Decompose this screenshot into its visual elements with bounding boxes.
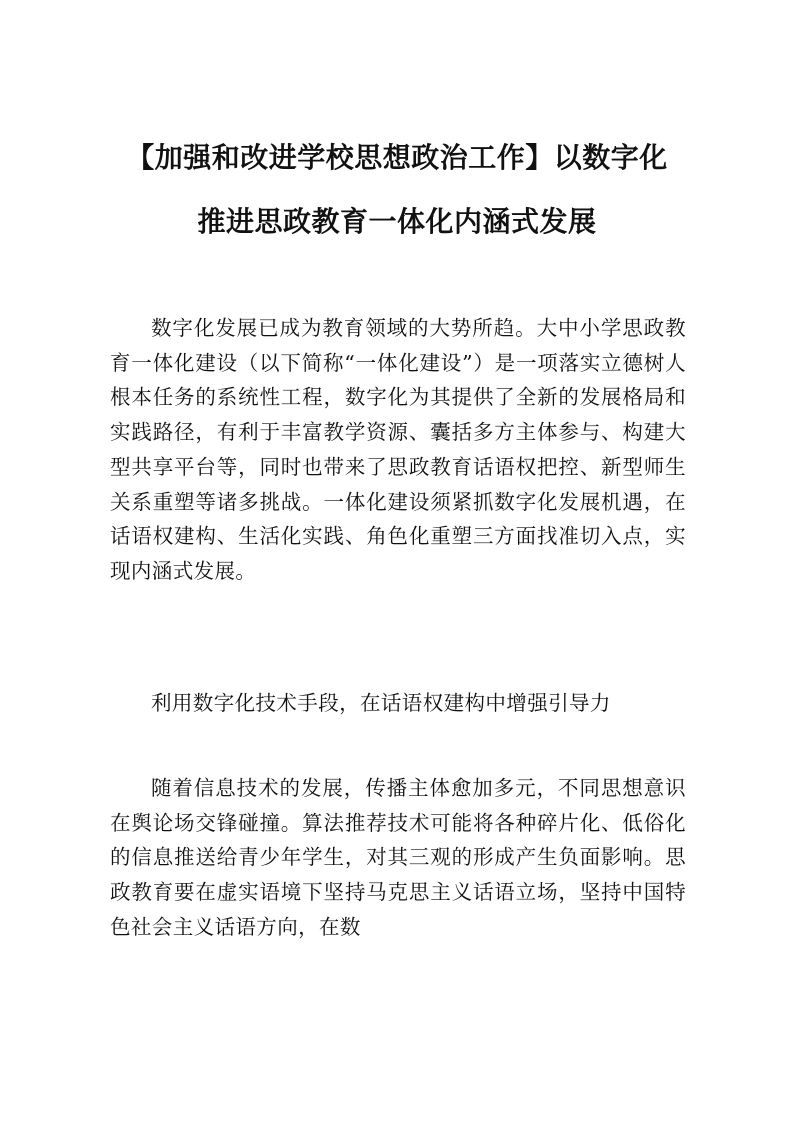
body-paragraph: 随着信息技术的发展，传播主体愈加多元，不同思想意识在舆论场交锋碰撞。算法推荐技术可能将各种碎片化、低俗化的信息推送给青少年学生，对其三观的形成产生负面影响。思政教育要在虚实语境下坚持马克思主义话语立场，坚持中国特色社会主义话语方向，在数 bbox=[110, 776, 686, 939]
title-line-2: 推进思政教育一体化内涵式发展 bbox=[197, 205, 597, 238]
section-heading: 利用数字化技术手段，在话语权建构中增强引导力 bbox=[151, 691, 611, 715]
document-title bbox=[100, 126, 694, 254]
title-line-1: 【加强和改进学校思想政治工作】以数字化 bbox=[126, 141, 668, 174]
intro-paragraph: 数字化发展已成为教育领域的大势所趋。大中小学思政教育一体化建设（以下简称“一体化建设”）是一项落实立德树人根本任务的系统性工程，数字化为其提供了全新的发展格局和实践路径，有利于丰富教学资源、囊括多方主体参与、构建大型共享平台等，同时也带来了思政教育话语权把控、新型师生关系重塑等诸多挑战。一体化建设须紧抓数字化发展机遇，在话语权建构、生活化实践、角色化重塑三方面找准切入点，实现内涵式发展。 bbox=[110, 316, 686, 583]
